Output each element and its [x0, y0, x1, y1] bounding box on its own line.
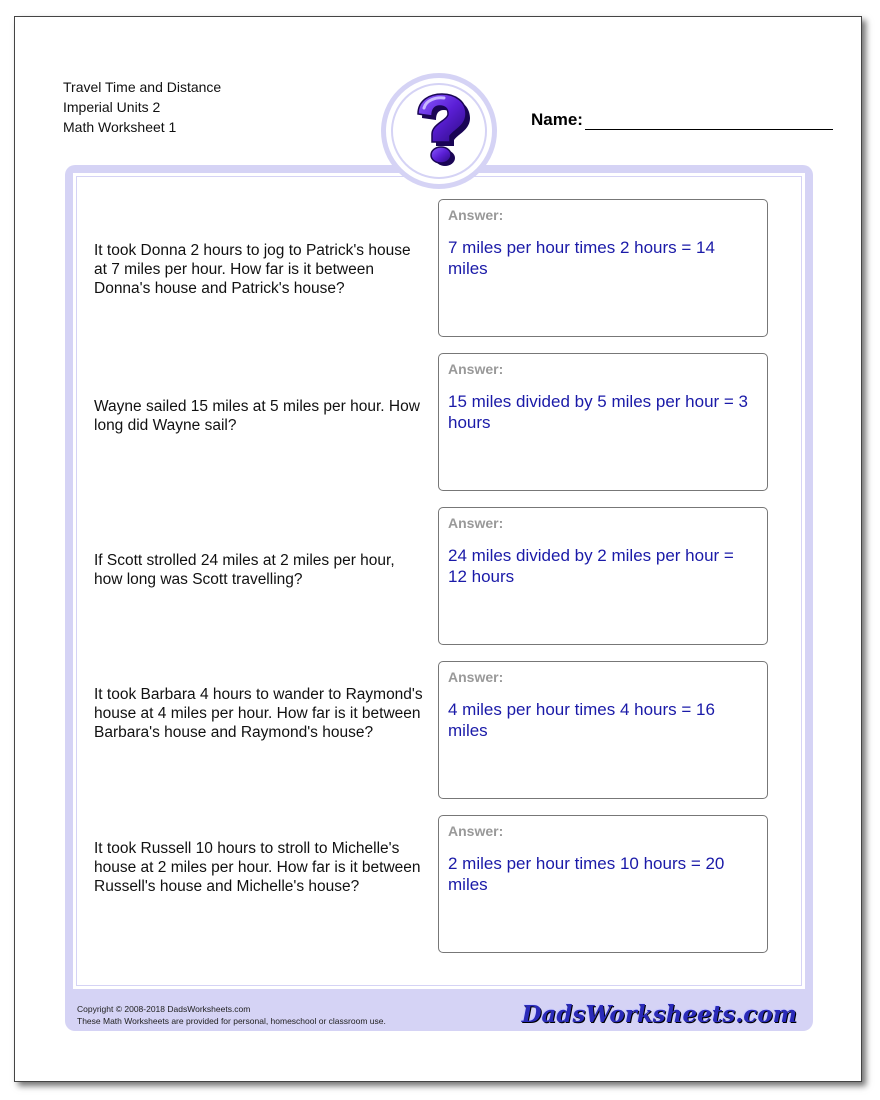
answer-box-3[interactable] — [438, 507, 768, 645]
worksheet-title — [63, 77, 221, 137]
worksheet-page — [14, 16, 862, 1082]
answer-text: 4 miles per hour times 4 hours = 16 miles — [448, 700, 715, 740]
name-field[interactable] — [531, 110, 833, 130]
problem-3-question: If Scott strolled 24 miles at 2 miles per hour, how long was Scott travelling? — [94, 552, 395, 588]
usage-notice: These Math Worksheets are provided for personal, homeschool or classroom use. — [77, 1016, 386, 1026]
answer-text: 24 miles divided by 2 miles per hour = 12 hours — [448, 546, 734, 586]
brand-logo: DadsWorksheets.com — [521, 1001, 797, 1028]
title-line-3: Math Worksheet 1 — [63, 119, 177, 135]
answer-box-2[interactable] — [438, 353, 768, 491]
answer-box-1[interactable] — [438, 199, 768, 337]
answer-text: 7 miles per hour times 2 hours = 14 miles — [448, 238, 715, 278]
answer-label: Answer: — [448, 823, 504, 839]
problem-frame-inner — [71, 171, 807, 991]
answer-label: Answer: — [448, 207, 504, 223]
copyright-notice — [77, 1003, 386, 1027]
answer-box-4[interactable] — [438, 661, 768, 799]
copyright-line: Copyright © 2008-2018 DadsWorksheets.com — [77, 1004, 251, 1014]
problem-5-question: It took Russell 10 hours to stroll to Michelle's house at 2 miles per hour. How far is it between Russell's house and Michelle's house? — [94, 840, 421, 895]
answer-text: 15 miles divided by 5 miles per hour = 3 hours — [448, 392, 749, 432]
footer — [65, 999, 813, 1031]
title-line-1: Travel Time and Distance — [63, 79, 222, 95]
problem-frame — [65, 165, 813, 1031]
title-line-2: Imperial Units 2 — [63, 99, 161, 115]
problem-4-question: It took Barbara 4 hours to wander to Raymond's house at 4 miles per hour. How far is it between Barbara's house and Raymond's house? — [94, 686, 423, 741]
name-blank-line[interactable] — [585, 111, 833, 130]
name-label: Name: — [531, 110, 583, 129]
answer-box-5[interactable] — [438, 815, 768, 953]
answer-text: 2 miles per hour times 10 hours = 20 miles — [448, 854, 725, 894]
problem-2-question: Wayne sailed 15 miles at 5 miles per hour. How long did Wayne sail? — [94, 398, 420, 434]
answer-label: Answer: — [448, 361, 504, 377]
logo-badge — [381, 73, 497, 189]
question-mark-icon — [406, 92, 472, 170]
problem-1-question: It took Donna 2 hours to jog to Patrick's house at 7 miles per hour. How far is it between Donna's house and Patrick's house? — [94, 242, 411, 297]
answer-label: Answer: — [448, 515, 504, 531]
answer-label: Answer: — [448, 669, 504, 685]
